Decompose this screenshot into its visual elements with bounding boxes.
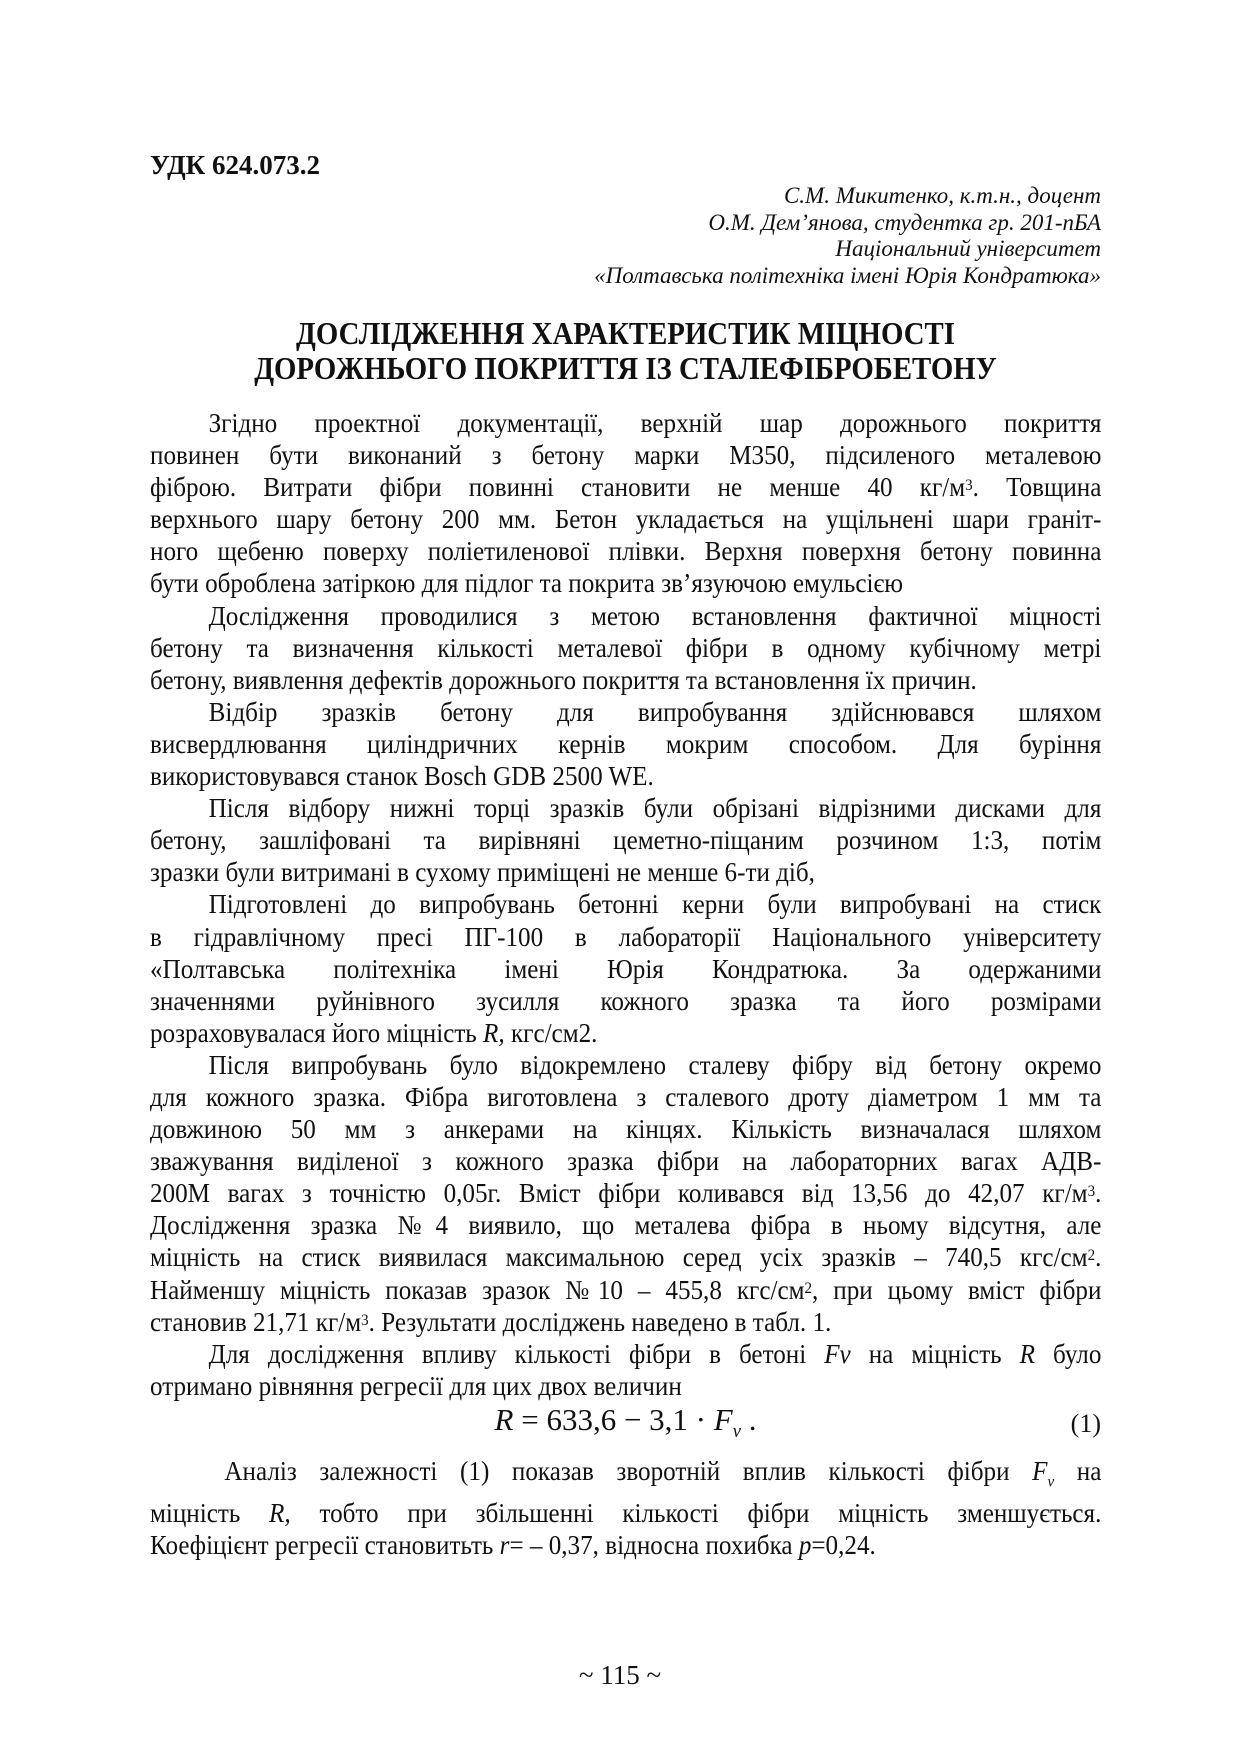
- superscript: 3: [361, 1310, 369, 1329]
- text-run: довжиною 50 мм з анкерами на кінцях. Кількість визначалася шляхом: [150, 1114, 1102, 1145]
- text-run: тобто при збільшенні кількості фібри міцність зменшується.: [290, 1498, 1102, 1528]
- authors-block: [594, 183, 1101, 289]
- text-run: «Полтавська політехніка імені Юрія Кондратюка. За одержаними: [150, 953, 1102, 984]
- formula-rhs: = 633,6 − 3,1 ·: [513, 1401, 714, 1437]
- text-line: [150, 1241, 1101, 1273]
- text-line-content: [150, 824, 1101, 856]
- text-run: Дослідження проводилися з метою встановлення фактичної міцності: [208, 600, 1102, 631]
- paragraph: [150, 1049, 1101, 1338]
- text-line: [150, 1306, 1101, 1338]
- text-line-content: [150, 407, 1101, 439]
- page-number: ~ 115 ~: [578, 1660, 662, 1690]
- text-run: Дослідження зразка №4 виявило, що металева фібра в ньому відсутня, але: [150, 1210, 1102, 1241]
- regression-formula: [150, 1402, 1101, 1442]
- text-line: [150, 1017, 1101, 1049]
- text-line-content: [150, 985, 1101, 1017]
- text-line-content: [150, 535, 1101, 567]
- text-line: [150, 921, 1101, 953]
- text-run: бути оброблена затіркою для підлог та покрита зв’язуючою емульсією: [150, 568, 903, 599]
- italic-text: p: [798, 1530, 812, 1561]
- text-line: [150, 600, 1101, 632]
- text-line-content: [150, 1338, 1101, 1370]
- text-run: Аналіз залежності (1) показав зворотній вплив кількості фібри: [224, 1455, 1033, 1486]
- text-line: [150, 503, 1101, 535]
- title-line-2: ДОРОЖНЬОГО ПОКРИТТЯ ІЗ СТАЛЕФІБРОБЕТОНУ: [254, 350, 997, 386]
- text-run: використовувався станок Bosch GDB 2500 WE.: [150, 761, 654, 792]
- text-line-content: [150, 1209, 1101, 1241]
- text-line: [150, 953, 1101, 985]
- text-line-content: [150, 1017, 1101, 1049]
- text-run: ного щебеню поверху поліетиленової плівки. Верхня поверхня бетону повинна: [150, 536, 1102, 567]
- text-run: бетону та визначення кількості металевої фібри в одному кубічному метрі: [150, 632, 1102, 663]
- paragraph: [150, 1338, 1101, 1402]
- text-line-content: [150, 1081, 1101, 1113]
- text-run: міцність на стиск виявилася максимальною серед усіх зразків – 740,5 кгс/см: [150, 1242, 1088, 1273]
- text-line: [150, 1049, 1101, 1081]
- italic-text: R,: [483, 1017, 505, 1048]
- text-line-content: [150, 792, 1101, 824]
- text-run: кгс/см2.: [504, 1017, 598, 1048]
- text-line: [150, 567, 1101, 599]
- text-line-content: [150, 503, 1101, 535]
- superscript: 2: [804, 1278, 813, 1297]
- formula-number: (1): [1070, 1408, 1101, 1438]
- paragraph: [150, 696, 1101, 792]
- affiliation-line-1: Національний університет: [835, 236, 1101, 261]
- text-run: фіброю. Витрати фібри повинні становити не менше 40 кг/м: [150, 472, 966, 503]
- text-run: Згідно проектної документації, верхній шар дорожнього покриття: [208, 408, 1102, 438]
- text-line: [150, 760, 1101, 792]
- text-line-content: [150, 471, 1101, 503]
- text-line: [150, 728, 1101, 760]
- text-run: .: [1095, 1242, 1102, 1273]
- text-run: в гідравлічному пресі ПГ-100 в лабораторії Національного університету: [150, 921, 1102, 952]
- text-run: для кожного зразка. Фібра виготовлена з сталевого дроту діаметром 1 мм та: [150, 1081, 1102, 1112]
- text-line: [150, 535, 1101, 567]
- text-line: [150, 1274, 1101, 1306]
- affiliation-line-2: «Полтавська політехніка імені Юрія Кондратюка»: [594, 262, 1101, 288]
- text-line: [150, 1338, 1101, 1370]
- text-run: на: [1054, 1455, 1102, 1486]
- text-run: міцність: [150, 1498, 270, 1528]
- text-line: [150, 888, 1101, 920]
- text-line: [150, 1081, 1101, 1113]
- formula-expression: [150, 1401, 1101, 1448]
- text-run: Найменшу міцність показав зразок №10 – 455,8 кгс/см: [150, 1274, 805, 1305]
- paragraph: [150, 888, 1101, 1048]
- text-run: = – 0,37, відносна похибка: [509, 1530, 799, 1561]
- text-run: бетону, виявлення дефектів дорожнього покриття та встановлення їх причин.: [150, 664, 977, 695]
- text-run: зразки були витримані в сухому приміщені не менше 6-ти діб,: [150, 857, 815, 888]
- text-line: [150, 439, 1101, 471]
- text-line-content: [150, 888, 1101, 920]
- paragraph: [150, 600, 1101, 696]
- superscript: 3: [1087, 1182, 1096, 1201]
- text-run: повинен бути виконаний з бетону марки М350, підсиленого металевою: [150, 440, 1102, 471]
- text-line-content: [150, 600, 1101, 632]
- text-line: [150, 856, 1101, 888]
- text-line-content: [150, 1049, 1101, 1081]
- text-run: Підготовлені до випробувань бетонні керни були випробувані на стиск: [208, 889, 1102, 920]
- text-run: . Товщина: [972, 472, 1102, 503]
- text-line: [150, 1497, 1101, 1529]
- text-run: висвердлювання циліндричних кернів мокрим способом. Для буріння: [150, 728, 1102, 759]
- text-line-content: [150, 439, 1101, 471]
- text-run: було: [1034, 1338, 1102, 1369]
- text-line: [150, 985, 1101, 1017]
- text-run: на міцність: [850, 1338, 1020, 1369]
- formula-variable-subscript: v: [732, 1421, 741, 1443]
- text-line-content: [150, 1370, 1101, 1402]
- text-line: [150, 471, 1101, 503]
- text-run: значеннями руйнівного зусилля кожного зразка та його розмірами: [150, 985, 1102, 1016]
- article-title: [150, 316, 1101, 386]
- text-run: зважування виділеної з кожного зразка фібри на лабораторних вагах АДВ-: [150, 1146, 1102, 1177]
- text-line-content: [150, 1274, 1101, 1306]
- author-1: С.М. Микитенко, к.т.н., доцент: [783, 183, 1101, 208]
- text-line: [150, 1529, 1101, 1561]
- text-line: [150, 1145, 1101, 1177]
- text-line-content: [150, 1455, 1101, 1497]
- text-line-content: [150, 760, 1101, 792]
- text-line: [150, 1209, 1101, 1241]
- text-line: [150, 407, 1101, 439]
- italic-text: F: [1032, 1455, 1048, 1486]
- text-run: становив 21,71 кг/м: [150, 1306, 362, 1337]
- text-run: .: [1095, 1178, 1102, 1209]
- text-line: [150, 1455, 1102, 1491]
- formula-variable: F: [713, 1401, 733, 1437]
- text-line-content: [150, 728, 1101, 760]
- text-line-content: [150, 856, 1101, 888]
- text-line-content: [150, 567, 1101, 599]
- text-line: [150, 1370, 1101, 1402]
- text-run: верхнього шару бетону 200 мм. Бетон укладається на ущільнені шари граніт-: [150, 504, 1102, 535]
- paragraph: [150, 407, 1101, 600]
- text-run: =0,24.: [811, 1530, 876, 1561]
- title-line-1: ДОСЛІДЖЕННЯ ХАРАКТЕРИСТИК МІЦНОСТІ: [296, 315, 955, 351]
- text-line-content: [150, 1306, 1101, 1338]
- text-run: . Результати досліджень наведено в табл. 1.: [368, 1306, 832, 1337]
- italic-text: Fv: [824, 1338, 851, 1369]
- text-line: [150, 696, 1101, 728]
- text-line-content: [150, 1241, 1101, 1273]
- text-line: [150, 1177, 1101, 1209]
- italic-text: R,: [269, 1498, 291, 1528]
- paragraph: [150, 792, 1101, 888]
- text-run: Після випробувань було відокремлено сталеву фібру від бетону окремо: [208, 1049, 1102, 1080]
- italic-text: r: [499, 1530, 510, 1561]
- italic-text: R: [1019, 1338, 1035, 1369]
- conclusion-paragraph: [150, 1455, 1101, 1561]
- text-line-content: [150, 1529, 1101, 1561]
- text-line: [150, 792, 1101, 824]
- formula-end: .: [740, 1401, 757, 1437]
- text-run: Відбір зразків бетону для випробування здійснювався шляхом: [208, 696, 1102, 727]
- superscript: 3: [965, 476, 973, 495]
- text-run: Для дослідження впливу кількості фібри в бетоні: [208, 1338, 825, 1369]
- text-run: бетону, зашліфовані та вирівняні цеметно-піщаним розчином 1:3, потім: [150, 825, 1102, 856]
- text-run: отримано рівняння регресії для цих двох величин: [150, 1370, 682, 1401]
- text-run: Коефіцієнт регресії становитьть: [150, 1530, 500, 1561]
- text-run: розраховувалася його міцність: [150, 1017, 484, 1048]
- text-run: 200М вагах з точністю 0,05г. Вміст фібри коливався від 13,56 до 42,07 кг/м: [150, 1178, 1088, 1209]
- subscript: v: [1047, 1472, 1055, 1491]
- text-line: [150, 664, 1101, 696]
- text-line-content: [150, 1145, 1101, 1177]
- author-2: О.М. Дем’янова, студентка гр. 201-пБА: [708, 209, 1101, 235]
- text-line: [150, 1113, 1101, 1145]
- text-line: [150, 824, 1101, 856]
- text-line-content: [150, 632, 1101, 664]
- text-line-content: [150, 1177, 1101, 1209]
- text-line-content: [150, 921, 1101, 953]
- text-line-content: [150, 953, 1101, 985]
- text-line: [150, 632, 1101, 664]
- superscript: 2: [1087, 1246, 1096, 1265]
- text-run: , при цьому вміст фібри: [812, 1274, 1102, 1305]
- formula-lhs: R: [494, 1401, 514, 1437]
- text-line-content: [150, 664, 1101, 696]
- text-line-content: [150, 1497, 1101, 1529]
- article-body: [150, 407, 1101, 1561]
- udk-code: УДК 624.073.2: [150, 150, 320, 180]
- text-run: Після відбору нижні торці зразків були обрізані відрізними дисками для: [208, 793, 1102, 824]
- text-line-content: [150, 696, 1101, 728]
- text-line-content: [150, 1113, 1101, 1145]
